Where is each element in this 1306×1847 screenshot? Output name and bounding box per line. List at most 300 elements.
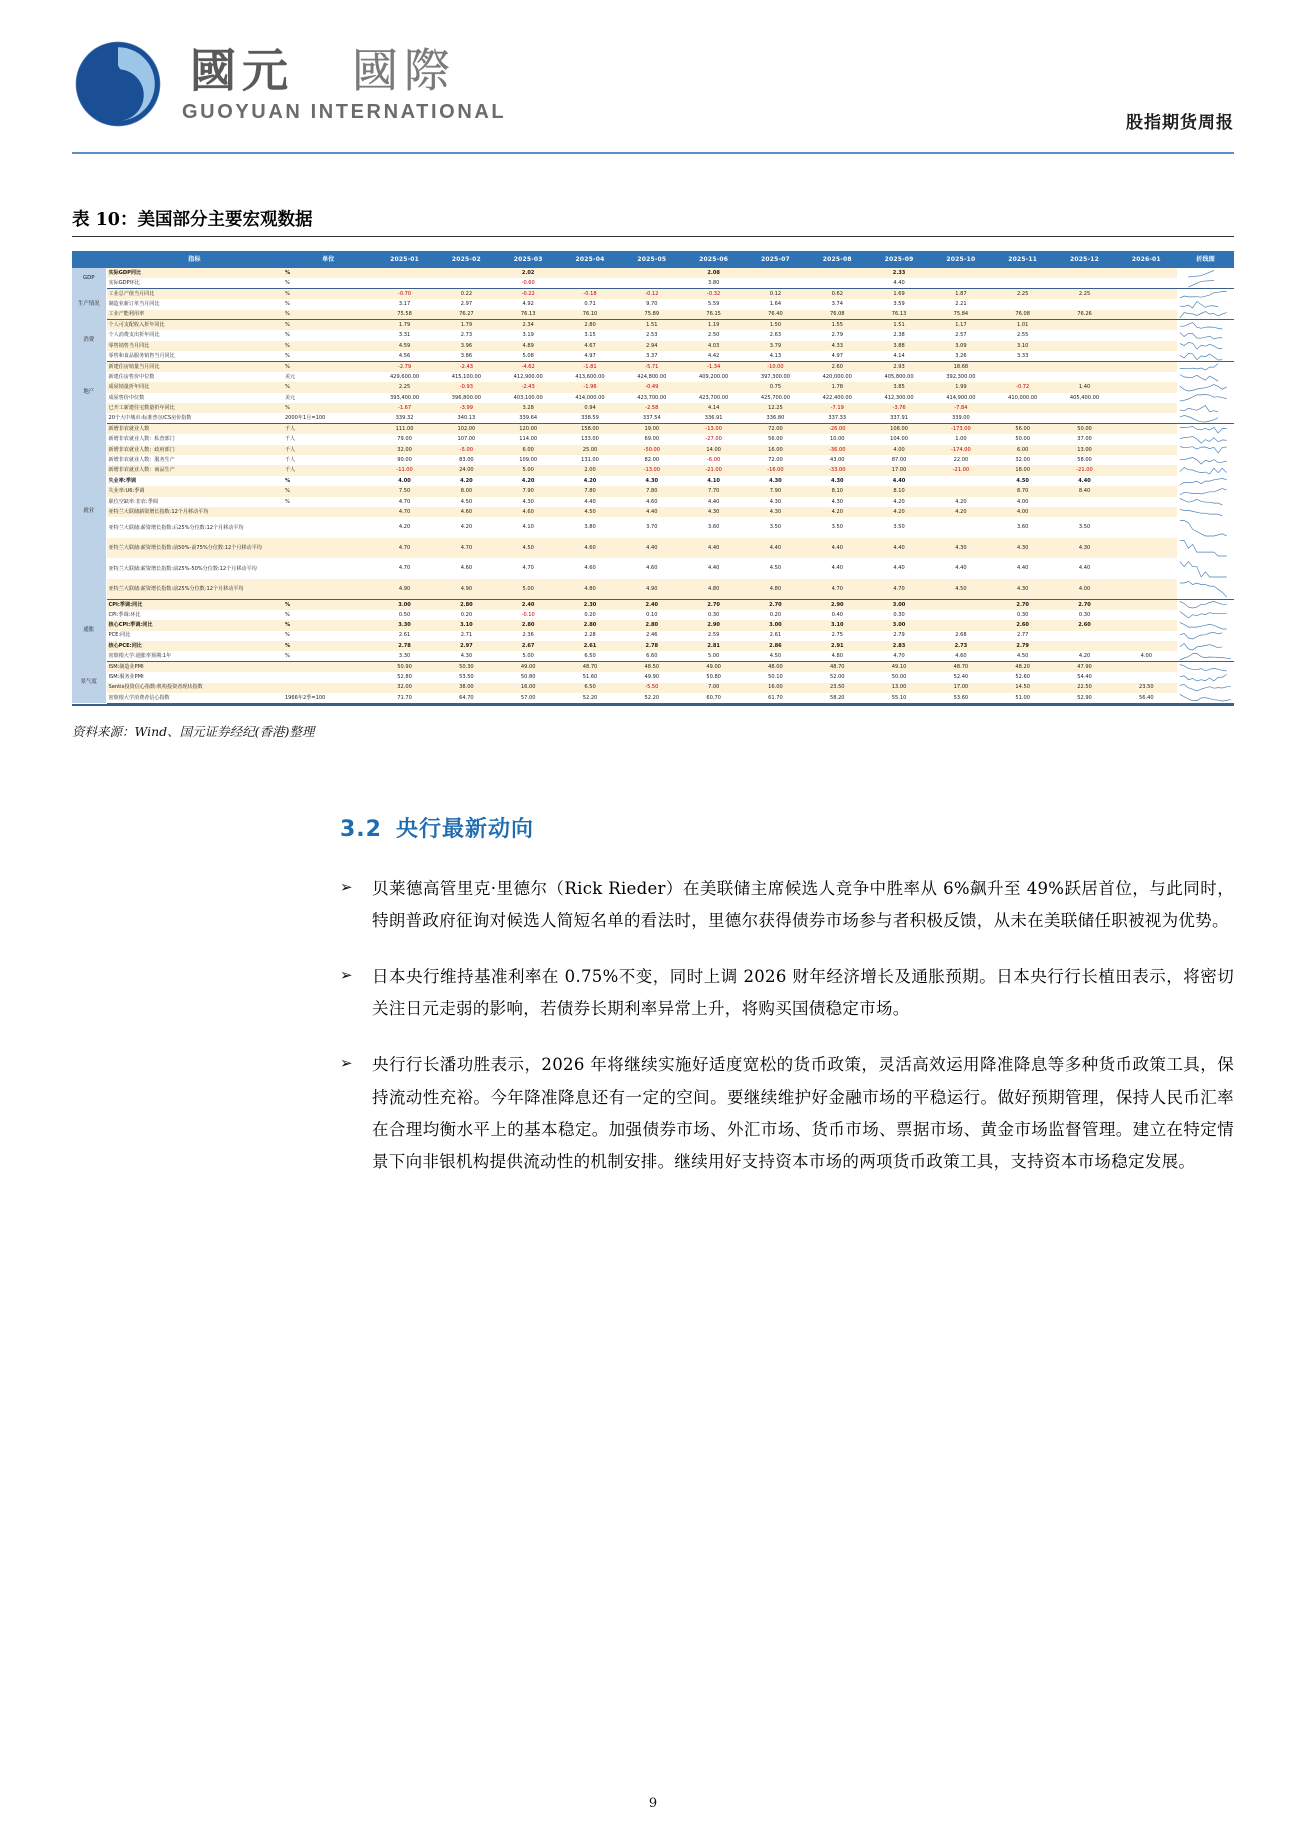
data-cell: 4.30	[683, 507, 745, 517]
data-cell: 52.00	[806, 672, 868, 682]
data-cell: 4.90	[374, 579, 436, 600]
data-cell: 3.00	[868, 620, 930, 630]
indicator-name: 工业产能利用率	[106, 310, 283, 320]
data-cell	[930, 278, 992, 288]
data-cell	[374, 268, 436, 278]
data-cell	[745, 268, 807, 278]
data-cell: 50.80	[497, 672, 559, 682]
data-cell: 0.12	[745, 289, 807, 299]
data-cell: 61.70	[745, 693, 807, 703]
indicator-name: 亚特兰大联储:薪资增长指数:前25%-50%分位数:12个月移动平均	[106, 558, 283, 579]
data-cell: 337.54	[621, 413, 683, 423]
data-cell: -3.76	[868, 403, 930, 413]
data-cell: -0.12	[621, 289, 683, 299]
data-cell: 2.02	[497, 268, 559, 278]
data-cell: 4.30	[745, 497, 807, 507]
bullet-marker-icon: ➢	[340, 1054, 353, 1073]
indicator-name: 实际GDP同比	[106, 268, 283, 278]
data-cell: -10.00	[745, 362, 807, 372]
data-cell: 3.00	[868, 599, 930, 609]
data-cell: 49.00	[683, 662, 745, 672]
bullet-item	[340, 961, 1234, 1025]
data-cell: 4.80	[559, 579, 621, 600]
indicator-unit: %	[283, 341, 374, 351]
data-cell: 2.97	[435, 641, 497, 651]
data-cell: 16.00	[497, 683, 559, 693]
data-cell: 405,800.00	[868, 372, 930, 382]
sparkline-cell	[1177, 558, 1234, 579]
data-cell: -0.32	[683, 289, 745, 299]
logo-chinese-wordmark-icon	[182, 44, 506, 98]
table-row	[72, 289, 1234, 299]
data-cell	[1054, 362, 1116, 372]
data-cell	[621, 278, 683, 288]
header-sparkline: 折线图	[1177, 251, 1234, 268]
table-row	[72, 651, 1234, 661]
data-cell: 1.01	[992, 320, 1054, 330]
data-cell	[1115, 310, 1177, 320]
data-cell: 5.00	[497, 579, 559, 600]
data-cell: 4.50	[559, 507, 621, 517]
indicator-unit: %	[283, 631, 374, 641]
data-cell: 4.60	[930, 651, 992, 661]
data-cell: 3.70	[621, 517, 683, 538]
data-cell: 0.20	[559, 610, 621, 620]
data-cell: 17.00	[930, 683, 992, 693]
data-cell: -173.00	[930, 424, 992, 434]
row-group-生产情况: 生产情况	[72, 289, 106, 320]
sparkline-cell	[1177, 538, 1234, 559]
data-cell: 339.32	[374, 413, 436, 423]
table-row	[72, 683, 1234, 693]
table-body	[72, 268, 1234, 703]
data-cell: 4.70	[868, 579, 930, 600]
data-cell: 4.70	[374, 497, 436, 507]
data-cell: -13.00	[683, 424, 745, 434]
data-cell: 4.30	[435, 651, 497, 661]
data-cell: 414,900.00	[930, 393, 992, 403]
indicator-unit: %	[283, 641, 374, 651]
data-cell	[1115, 538, 1177, 559]
data-cell: 3.60	[992, 517, 1054, 538]
data-cell: 3.09	[930, 341, 992, 351]
data-cell: 3.17	[374, 299, 436, 309]
data-cell: 3.19	[497, 330, 559, 340]
data-cell: 6.50	[559, 651, 621, 661]
data-cell	[621, 268, 683, 278]
data-cell: 2.25	[992, 289, 1054, 299]
header-month-2025-09: 2025-09	[868, 251, 930, 268]
data-cell: 64.70	[435, 693, 497, 703]
data-cell: 48.70	[930, 662, 992, 672]
bullet-item	[340, 873, 1234, 937]
indicator-name: 实际GDP环比	[106, 278, 283, 288]
data-cell: 337.91	[868, 413, 930, 423]
indicator-unit: %	[283, 497, 374, 507]
data-cell: 8.70	[992, 486, 1054, 496]
data-cell: 4.20	[559, 476, 621, 486]
data-cell: 7.90	[745, 486, 807, 496]
data-cell: 4.70	[374, 558, 436, 579]
data-cell	[1115, 413, 1177, 423]
data-cell: 18.68	[930, 362, 992, 372]
indicator-name: ISM:制造业PMI	[106, 662, 283, 672]
table-row	[72, 299, 1234, 309]
data-cell	[1115, 517, 1177, 538]
indicator-unit: %	[283, 278, 374, 288]
sparkline-cell	[1177, 476, 1234, 486]
data-cell: 7.80	[621, 486, 683, 496]
data-cell	[1054, 372, 1116, 382]
data-cell	[1115, 372, 1177, 382]
data-cell	[1115, 579, 1177, 600]
table-row	[72, 599, 1234, 609]
indicator-name: 零售和食品服务销售当月同比	[106, 351, 283, 361]
data-cell: 403,100.00	[497, 393, 559, 403]
data-cell	[683, 382, 745, 392]
data-cell: 4.40	[683, 558, 745, 579]
data-cell: 4.92	[497, 299, 559, 309]
data-cell: 6.00	[992, 445, 1054, 455]
data-cell: 4.30	[497, 497, 559, 507]
data-cell	[930, 486, 992, 496]
data-cell: 109.00	[497, 455, 559, 465]
data-cell: 16.00	[745, 445, 807, 455]
data-cell: 4.40	[621, 507, 683, 517]
data-cell: 51.00	[992, 693, 1054, 703]
data-cell: 10.00	[806, 434, 868, 444]
data-cell: -2.43	[497, 382, 559, 392]
data-cell: 4.40	[930, 558, 992, 579]
data-cell	[1115, 631, 1177, 641]
data-cell	[930, 620, 992, 630]
data-cell: 2.61	[559, 641, 621, 651]
data-cell: 2.93	[868, 362, 930, 372]
header-unit: 单位	[283, 251, 374, 268]
indicator-unit: 千人	[283, 434, 374, 444]
indicator-name: 新增非农就业人数：服务生产	[106, 455, 283, 465]
data-cell: 3.88	[868, 341, 930, 351]
data-cell: -2.43	[435, 362, 497, 372]
data-cell: 4.40	[745, 538, 807, 559]
data-cell: 25.00	[559, 445, 621, 455]
indicator-unit: 美元	[283, 372, 374, 382]
data-cell: 2.70	[683, 599, 745, 609]
indicator-unit	[283, 579, 374, 600]
data-cell: 7.90	[497, 486, 559, 496]
data-cell: 2.57	[930, 330, 992, 340]
data-cell: 2.91	[806, 641, 868, 651]
indicator-name: 新增非农就业人数：政府部门	[106, 445, 283, 455]
indicator-unit: 千人	[283, 465, 374, 475]
data-cell	[930, 268, 992, 278]
data-cell	[1054, 507, 1116, 517]
data-cell: 5.08	[497, 351, 559, 361]
data-cell: 4.30	[1054, 538, 1116, 559]
indicator-unit: %	[283, 403, 374, 413]
data-cell: 19.00	[621, 424, 683, 434]
data-cell: 4.67	[559, 341, 621, 351]
data-cell: 2.75	[806, 631, 868, 641]
indicator-unit: %	[283, 330, 374, 340]
data-cell	[1115, 445, 1177, 455]
data-cell: 4.40	[806, 558, 868, 579]
data-cell	[1115, 278, 1177, 288]
data-cell	[1115, 299, 1177, 309]
data-cell	[1115, 455, 1177, 465]
macro-data-table	[72, 251, 1234, 704]
data-cell: 2.50	[683, 330, 745, 340]
data-cell: 32.00	[992, 455, 1054, 465]
data-cell: 48.50	[621, 662, 683, 672]
data-cell	[1115, 351, 1177, 361]
data-cell: 2.34	[497, 320, 559, 330]
indicator-name: 20个大中城市:标准普尔/CS房价指数	[106, 413, 283, 423]
data-cell: 14.00	[683, 445, 745, 455]
data-cell: 37.00	[1054, 434, 1116, 444]
data-cell: 52.80	[374, 672, 436, 682]
sparkline-cell	[1177, 289, 1234, 299]
data-cell: -11.00	[374, 465, 436, 475]
data-cell: 76.13	[868, 310, 930, 320]
data-cell: 0.75	[745, 382, 807, 392]
data-cell: -27.00	[683, 434, 745, 444]
data-cell: 24.00	[435, 465, 497, 475]
data-cell: 4.50	[930, 579, 992, 600]
data-cell: 340.13	[435, 413, 497, 423]
indicator-name: 亚特兰大联储:薪资增长指数:后25%分位数:12个月移动平均	[106, 517, 283, 538]
data-cell: -0.18	[559, 289, 621, 299]
indicator-unit: 千人	[283, 424, 374, 434]
data-cell: 3.30	[374, 651, 436, 661]
data-cell: -7.84	[930, 403, 992, 413]
data-cell: 3.50	[1054, 517, 1116, 538]
data-cell: 0.71	[559, 299, 621, 309]
data-cell: 7.50	[374, 486, 436, 496]
sparkline-cell	[1177, 579, 1234, 600]
indicator-unit	[283, 507, 374, 517]
data-cell: 4.40	[1054, 558, 1116, 579]
data-cell: 4.00	[1115, 651, 1177, 661]
data-cell: 50.90	[374, 662, 436, 672]
row-group-就业: 就业	[72, 424, 106, 600]
data-cell: 412,300.00	[868, 393, 930, 403]
indicator-name: 亚特兰大联储薪资增长指数:12个月移动平均	[106, 507, 283, 517]
header-month-2025-12: 2025-12	[1054, 251, 1116, 268]
data-cell: 409,200.00	[683, 372, 745, 382]
data-cell: 2.30	[559, 599, 621, 609]
data-cell: 3.10	[992, 341, 1054, 351]
data-cell: 2.46	[621, 631, 683, 641]
data-cell: 4.40	[683, 538, 745, 559]
data-cell: 4.40	[1054, 476, 1116, 486]
data-cell: 2.78	[621, 641, 683, 651]
data-cell: 2.63	[745, 330, 807, 340]
data-cell: 48.70	[559, 662, 621, 672]
data-cell: 76.15	[683, 310, 745, 320]
data-cell: 60.70	[683, 693, 745, 703]
sparkline-cell	[1177, 672, 1234, 682]
data-cell	[1115, 320, 1177, 330]
data-cell: -0.60	[497, 278, 559, 288]
data-cell: 12.25	[745, 403, 807, 413]
data-cell: 3.50	[806, 517, 868, 538]
data-cell: -174.00	[930, 445, 992, 455]
data-cell: 47.90	[1054, 662, 1116, 672]
data-cell: 49.00	[497, 662, 559, 672]
sparkline-cell	[1177, 445, 1234, 455]
data-cell: 3.85	[868, 382, 930, 392]
data-cell: 3.30	[374, 620, 436, 630]
data-cell: 4.70	[497, 558, 559, 579]
table-row	[72, 693, 1234, 703]
data-cell	[435, 278, 497, 288]
data-cell: 4.40	[868, 476, 930, 486]
data-cell: 52.20	[621, 693, 683, 703]
indicator-unit	[283, 662, 374, 672]
indicator-unit: %	[283, 486, 374, 496]
data-cell: 4.97	[559, 351, 621, 361]
data-cell: 4.10	[497, 517, 559, 538]
central-bank-section	[340, 812, 1234, 1178]
data-cell: 50.30	[435, 662, 497, 672]
data-cell: 52.20	[559, 693, 621, 703]
data-cell: 2.00	[559, 465, 621, 475]
data-cell: 52.90	[1054, 693, 1116, 703]
data-cell: 23.50	[806, 683, 868, 693]
data-cell: 4.00	[992, 497, 1054, 507]
data-cell: 4.40	[868, 558, 930, 579]
table-row	[72, 413, 1234, 423]
data-cell: 50.00	[868, 672, 930, 682]
sparkline-cell	[1177, 455, 1234, 465]
data-cell: 4.20	[806, 507, 868, 517]
data-cell: 1.17	[930, 320, 992, 330]
table-row	[72, 486, 1234, 496]
data-cell: 4.20	[1054, 651, 1116, 661]
table-row	[72, 268, 1234, 278]
data-cell	[1054, 268, 1116, 278]
svg-text:國際: 國際	[351, 44, 456, 98]
data-cell: 2.55	[992, 330, 1054, 340]
data-cell: 8.10	[868, 486, 930, 496]
data-cell: 2.80	[559, 620, 621, 630]
data-cell: 339.64	[497, 413, 559, 423]
indicator-name: 新增非农就业人数：商品生产	[106, 465, 283, 475]
data-cell: 4.00	[868, 445, 930, 455]
indicator-name: 新建住房销量当月同比	[106, 362, 283, 372]
data-cell: 4.60	[621, 558, 683, 579]
table-row	[72, 434, 1234, 444]
sparkline-cell	[1177, 278, 1234, 288]
bullet-marker-icon: ➢	[340, 877, 353, 896]
indicator-unit	[283, 517, 374, 538]
table-head	[72, 251, 1234, 268]
data-cell: 3.80	[683, 278, 745, 288]
data-cell: 5.00	[497, 651, 559, 661]
indicator-name: ISM:服务业PMI	[106, 672, 283, 682]
data-cell: 2.97	[435, 299, 497, 309]
data-cell: 4.80	[683, 579, 745, 600]
data-cell: 51.60	[559, 672, 621, 682]
data-cell: 4.70	[374, 538, 436, 559]
data-cell: 423,700.00	[683, 393, 745, 403]
indicator-name: 新增非农就业人数：私营部门	[106, 434, 283, 444]
data-cell: 415,100.00	[435, 372, 497, 382]
data-cell: 405,400.00	[1054, 393, 1116, 403]
table-row	[72, 320, 1234, 330]
data-cell: 4.90	[621, 579, 683, 600]
data-cell: 392,300.00	[930, 372, 992, 382]
data-cell: 0.62	[806, 289, 868, 299]
table-row	[72, 382, 1234, 392]
data-cell: 2.21	[930, 299, 992, 309]
data-cell	[1115, 382, 1177, 392]
data-cell: 429,600.00	[374, 372, 436, 382]
data-cell	[1115, 434, 1177, 444]
indicator-name: 成屋销量折年同比	[106, 382, 283, 392]
indicator-name: 亚特兰大联储:薪资增长指数:前25%分位数:12个月移动平均	[106, 579, 283, 600]
data-cell: 23.50	[1115, 683, 1177, 693]
indicator-name: 密歇根大学:通胀率预期:1年	[106, 651, 283, 661]
data-cell: 56.00	[745, 434, 807, 444]
data-cell: 410,000.00	[992, 393, 1054, 403]
data-cell: 17.00	[868, 465, 930, 475]
data-cell: -13.00	[621, 465, 683, 475]
data-cell: 3.00	[374, 599, 436, 609]
sparkline-cell	[1177, 403, 1234, 413]
indicator-name: 核心PCE:同比	[106, 641, 283, 651]
macro-table-container	[72, 251, 1234, 706]
table-row	[72, 497, 1234, 507]
data-cell: 120.00	[497, 424, 559, 434]
sparkline-cell	[1177, 382, 1234, 392]
table-row	[72, 393, 1234, 403]
data-cell: -0.22	[497, 289, 559, 299]
data-cell: 4.50	[435, 497, 497, 507]
indicator-unit: %	[283, 268, 374, 278]
data-cell: 2.73	[435, 330, 497, 340]
data-cell: 338.59	[559, 413, 621, 423]
data-cell: 412,900.00	[497, 372, 559, 382]
data-cell: 71.70	[374, 693, 436, 703]
data-cell: 8.10	[806, 486, 868, 496]
data-cell	[806, 268, 868, 278]
data-cell: 4.56	[374, 351, 436, 361]
data-cell: 107.00	[435, 434, 497, 444]
data-cell: 2.86	[745, 641, 807, 651]
data-cell: -3.99	[435, 403, 497, 413]
data-cell: 424,800.00	[621, 372, 683, 382]
data-cell	[1115, 465, 1177, 475]
data-cell: 2.94	[621, 341, 683, 351]
data-cell: 0.20	[435, 610, 497, 620]
data-cell: 131.00	[559, 455, 621, 465]
data-cell: 425,700.00	[745, 393, 807, 403]
indicator-unit: 千人	[283, 445, 374, 455]
data-cell: 3.28	[497, 403, 559, 413]
data-cell: 75.58	[374, 310, 436, 320]
sparkline-cell	[1177, 507, 1234, 517]
data-cell: 0.10	[621, 610, 683, 620]
data-cell: 4.97	[806, 351, 868, 361]
data-cell: 4.40	[868, 538, 930, 559]
data-cell: -33.00	[806, 465, 868, 475]
data-cell: -21.00	[930, 465, 992, 475]
header-month-2025-04: 2025-04	[559, 251, 621, 268]
table-row	[72, 351, 1234, 361]
indicator-unit: %	[283, 299, 374, 309]
